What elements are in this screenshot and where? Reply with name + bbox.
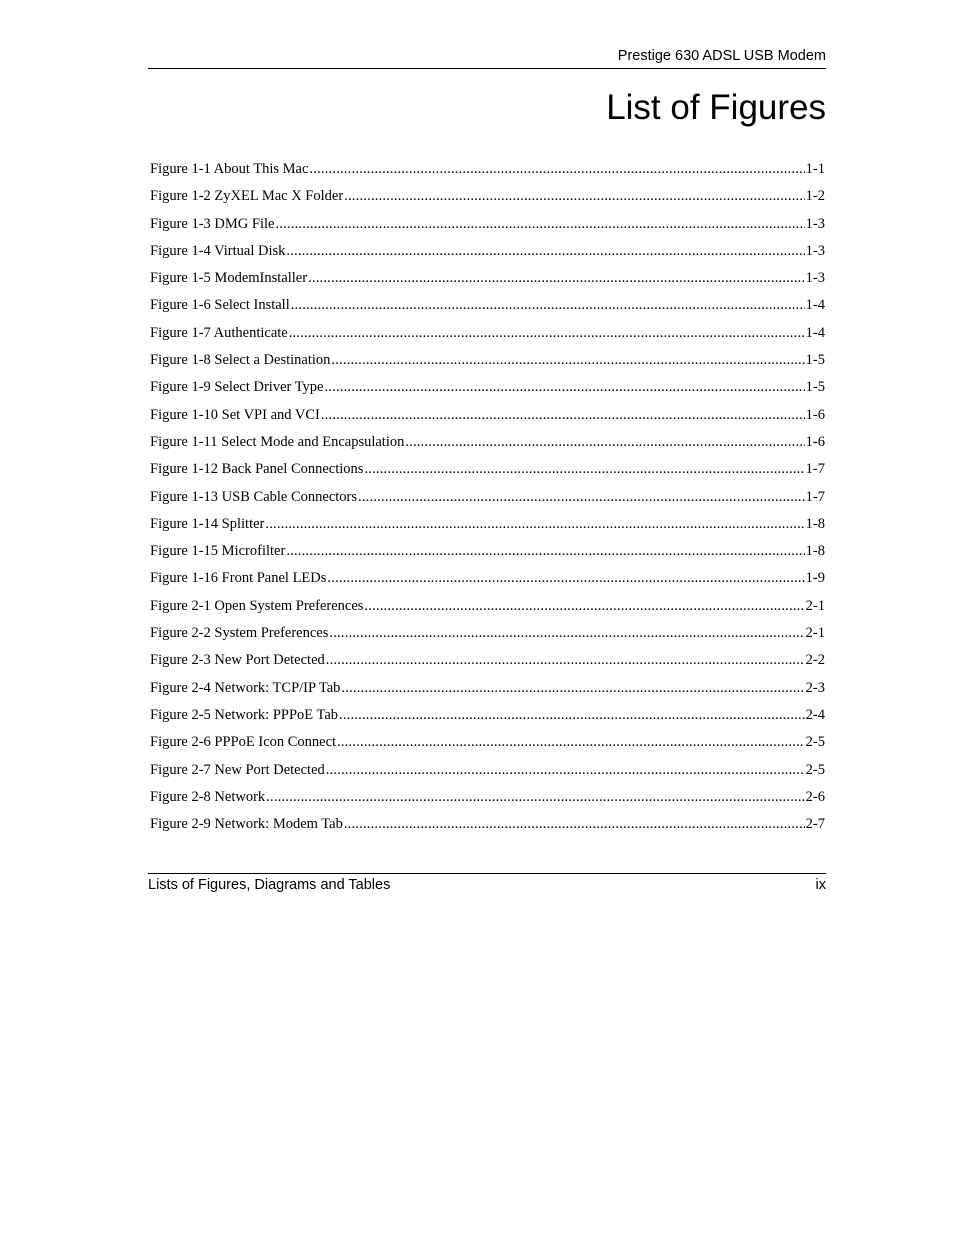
footer-section-title: Lists of Figures, Diagrams and Tables <box>148 877 391 893</box>
figure-entry-page: 1-5 <box>805 352 825 369</box>
figure-entry[interactable] <box>150 350 825 377</box>
figure-entry-title: Figure 1-9 Select Driver Type <box>150 379 324 396</box>
figure-entry-title: Figure 1-12 Back Panel Connections <box>150 461 364 478</box>
dot-leader <box>326 760 805 780</box>
figure-entry-title: Figure 2-9 Network: Modem Tab <box>150 816 343 833</box>
figure-entry-title: Figure 2-2 System Preferences <box>150 625 329 642</box>
dot-leader <box>286 541 804 561</box>
figure-entry-page: 1-8 <box>805 543 825 560</box>
figure-entry-title: Figure 2-5 Network: PPPoE Tab <box>150 706 339 723</box>
figure-entry[interactable] <box>150 241 825 268</box>
figure-entry-title: Figure 2-8 Network <box>150 788 266 805</box>
figure-entry-title: Figure 1-5 ModemInstaller <box>150 270 308 287</box>
dot-leader <box>405 432 804 452</box>
dot-leader <box>341 678 804 698</box>
figure-entry-page: 1-1 <box>805 161 825 177</box>
figure-entry-title: Figure 2-1 Open System Preferences <box>150 597 364 614</box>
dot-leader <box>289 323 805 343</box>
figure-entry-title: Figure 1-8 Select a Destination <box>150 352 331 369</box>
figure-entry-page: 2-4 <box>805 706 825 723</box>
figure-entry-page: 2-6 <box>805 788 825 805</box>
figure-entry-title: Figure 1-13 USB Cable Connectors <box>150 488 358 505</box>
figure-entry[interactable] <box>150 814 825 841</box>
dot-leader <box>364 596 804 616</box>
dot-leader <box>291 295 805 315</box>
figure-entry-page: 2-5 <box>805 761 825 778</box>
dot-leader <box>308 268 805 288</box>
dot-leader <box>324 377 804 397</box>
figure-entry[interactable] <box>150 186 825 213</box>
figure-entry[interactable] <box>150 596 825 623</box>
figure-entry-page: 1-3 <box>805 242 825 259</box>
figure-entry[interactable] <box>150 432 825 459</box>
figure-entry-title: Figure 1-2 ZyXEL Mac X Folder <box>150 188 344 205</box>
figure-entry-page: 1-4 <box>805 324 825 341</box>
figure-entry[interactable] <box>150 295 825 322</box>
dot-leader <box>266 787 804 807</box>
dot-leader <box>358 487 805 507</box>
figure-entry[interactable] <box>150 405 825 432</box>
figure-entry[interactable] <box>150 514 825 541</box>
figure-entry-page: 2-2 <box>805 652 825 669</box>
dot-leader <box>331 350 804 370</box>
figure-entry-title: Figure 1-3 DMG File <box>150 215 275 232</box>
dot-leader <box>327 568 804 588</box>
dot-leader <box>265 514 804 534</box>
dot-leader <box>344 814 805 834</box>
figure-entry-title: Figure 1-11 Select Mode and Encapsulation <box>150 433 405 450</box>
dot-leader <box>337 732 805 752</box>
page-title: List of Figures <box>606 88 826 127</box>
figure-entry-page: 2-5 <box>805 734 825 751</box>
figure-entry[interactable] <box>150 678 825 705</box>
figure-entry[interactable] <box>150 268 825 295</box>
figure-entry-page: 1-3 <box>805 270 825 287</box>
figure-entry[interactable] <box>150 487 825 514</box>
dot-leader <box>339 705 805 725</box>
figure-entry-page: 1-7 <box>805 488 825 505</box>
figure-entry-page: 1-2 <box>805 188 825 205</box>
figure-entry-title: Figure 1-6 Select Install <box>150 297 290 314</box>
dot-leader <box>275 214 804 234</box>
dot-leader <box>329 623 804 643</box>
figure-entry-title: Figure 1-14 Splitter <box>150 515 265 532</box>
running-footer <box>148 873 826 894</box>
figure-entry[interactable] <box>150 159 825 186</box>
figure-entry-page: 2-7 <box>805 816 825 833</box>
figure-entry-page: 1-5 <box>805 379 825 396</box>
figure-entry-title: Figure 1-4 Virtual Disk <box>150 242 286 259</box>
figure-entry[interactable] <box>150 323 825 350</box>
figure-entry-title: Figure 1-7 Authenticate <box>150 324 288 341</box>
dot-leader <box>364 459 804 479</box>
dot-leader <box>286 241 804 261</box>
figure-entry[interactable] <box>150 541 825 568</box>
figure-entry[interactable] <box>150 705 825 732</box>
dot-leader <box>344 186 804 206</box>
figure-entry[interactable] <box>150 214 825 241</box>
figure-entry-page: 2-1 <box>805 597 825 614</box>
figure-entry-page: 2-3 <box>805 679 825 696</box>
figure-entry[interactable] <box>150 760 825 787</box>
figure-entry-page: 1-9 <box>805 570 825 587</box>
dot-leader <box>309 159 804 179</box>
figure-entry[interactable] <box>150 623 825 650</box>
figure-entry-title: Figure 2-6 PPPoE Icon Connect <box>150 734 337 751</box>
figure-entry-page: 2-1 <box>805 625 825 642</box>
figure-entry[interactable] <box>150 787 825 814</box>
footer-page-number: ix <box>815 877 826 893</box>
figure-entry-title: Figure 2-4 Network: TCP/IP Tab <box>150 679 341 696</box>
dot-leader <box>321 405 805 425</box>
figure-entry-page: 1-7 <box>805 461 825 478</box>
figure-entry-title: Figure 1-10 Set VPI and VCI <box>150 406 320 423</box>
figure-entry-page: 1-6 <box>805 406 825 423</box>
running-header: Prestige 630 ADSL USB Modem <box>148 47 826 69</box>
figure-list <box>150 159 825 841</box>
figure-entry[interactable] <box>150 732 825 759</box>
figure-entry-page: 1-3 <box>805 215 825 232</box>
figure-entry[interactable] <box>150 459 825 486</box>
figure-entry[interactable] <box>150 650 825 677</box>
figure-entry[interactable] <box>150 568 825 595</box>
figure-entry-page: 1-6 <box>805 433 825 450</box>
figure-entry-title: Figure 1-15 Microfilter <box>150 543 286 560</box>
dot-leader <box>326 650 805 670</box>
figure-entry-title: Figure 1-1 About This Mac <box>150 161 309 177</box>
figure-entry[interactable] <box>150 377 825 404</box>
figure-entry-title: Figure 1-16 Front Panel LEDs <box>150 570 327 587</box>
figure-entry-title: Figure 2-7 New Port Detected <box>150 761 325 778</box>
figure-entry-title: Figure 2-3 New Port Detected <box>150 652 325 669</box>
figure-entry-page: 1-4 <box>805 297 825 314</box>
figure-entry-page: 1-8 <box>805 515 825 532</box>
